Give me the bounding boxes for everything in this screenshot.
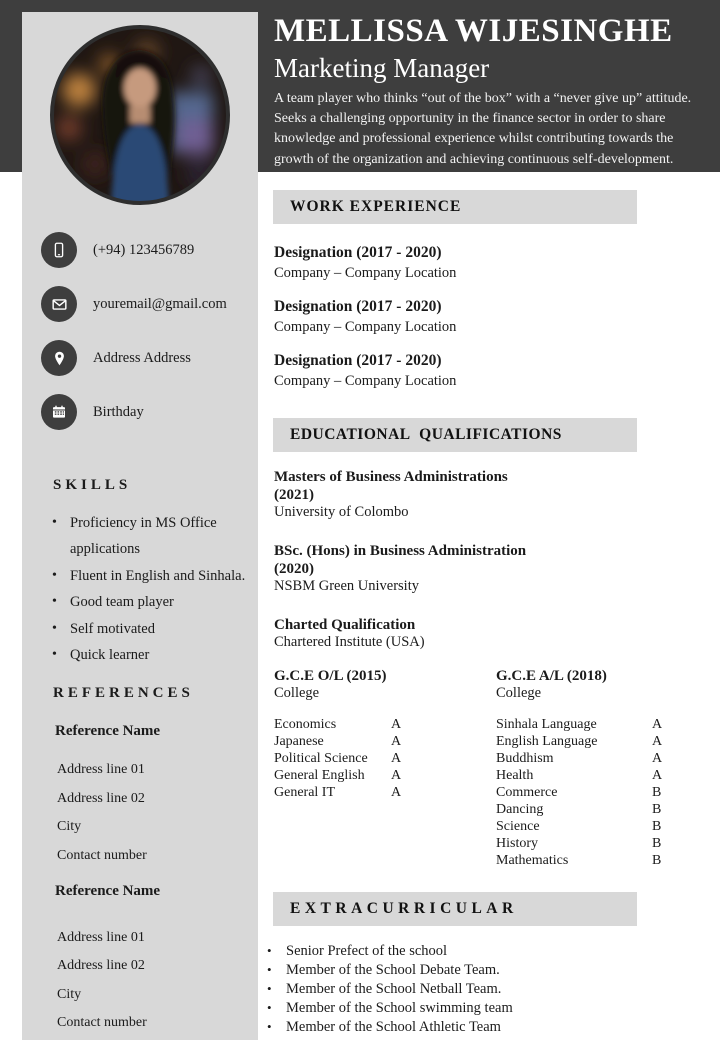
reference-line: Contact number bbox=[57, 1015, 147, 1031]
grade: A bbox=[652, 768, 663, 783]
work-experience-header: WORK EXPERIENCE bbox=[273, 190, 637, 224]
grade: B bbox=[652, 836, 662, 851]
main-content bbox=[258, 172, 720, 1037]
degree-year: (2021) bbox=[274, 487, 314, 503]
skill-item: • Self motivated bbox=[22, 616, 258, 642]
work-entries bbox=[274, 243, 720, 391]
degree-entry bbox=[274, 468, 720, 521]
degree-year: (2020) bbox=[274, 561, 314, 577]
grade: A bbox=[652, 717, 663, 732]
subject-row: Japanese A bbox=[274, 734, 402, 749]
subject-row: Sinhala Language A bbox=[496, 717, 663, 732]
degree-entry bbox=[274, 542, 720, 595]
grade: A bbox=[391, 717, 402, 732]
gce-ol-column bbox=[274, 667, 496, 869]
degree-entry bbox=[274, 616, 720, 651]
reference-block-2 bbox=[22, 883, 258, 1038]
degree-institution: University of Colombo bbox=[274, 504, 409, 520]
reference-line: City bbox=[57, 986, 82, 1002]
grade: A bbox=[391, 734, 402, 749]
grade: A bbox=[652, 751, 663, 766]
calendar-icon bbox=[41, 394, 77, 430]
grade: A bbox=[391, 768, 402, 783]
contact-row-phone bbox=[41, 232, 258, 268]
contact-row-email bbox=[41, 286, 258, 322]
subject-row: Political Science A bbox=[274, 751, 402, 766]
contact-list bbox=[22, 232, 258, 430]
grade: B bbox=[652, 853, 662, 868]
designation: Designation (2017 - 2020) bbox=[274, 352, 442, 369]
subject-row: Science B bbox=[496, 819, 662, 834]
extracurricular-item: • Senior Prefect of the school bbox=[258, 942, 720, 961]
reference-line: Address line 02 bbox=[57, 958, 145, 974]
email-address: youremail@gmail.com bbox=[93, 295, 227, 312]
gce-al-subjects bbox=[496, 716, 720, 869]
skills-list bbox=[22, 510, 258, 668]
gce-ol-subjects bbox=[274, 716, 496, 801]
degree-institution: NSBM Green University bbox=[274, 578, 419, 594]
sidebar bbox=[22, 12, 258, 1040]
profile-photo bbox=[49, 24, 231, 206]
gce-al-column bbox=[496, 667, 720, 869]
phone-number: (+94) 123456789 bbox=[93, 241, 195, 258]
subject-row: History B bbox=[496, 836, 662, 851]
education-header: EDUCATIONAL QUALIFICATIONS bbox=[273, 418, 637, 452]
subject-row: Mathematics B bbox=[496, 853, 662, 868]
subject-row: General English A bbox=[274, 768, 402, 783]
gce-al-title: G.C.E A/L (2018) bbox=[496, 668, 607, 684]
gce-section bbox=[274, 667, 720, 869]
contact-row-birthday bbox=[41, 394, 258, 430]
designation: Designation (2017 - 2020) bbox=[274, 298, 442, 315]
birthday-text: Birthday bbox=[93, 403, 144, 420]
contact-row-address bbox=[41, 340, 258, 376]
grade: B bbox=[652, 819, 662, 834]
reference-line: Address line 01 bbox=[57, 930, 145, 946]
skill-item: • Proficiency in MS Office applications bbox=[22, 510, 258, 563]
grade: B bbox=[652, 785, 662, 800]
subject-row: Dancing B bbox=[496, 802, 662, 817]
header-text bbox=[274, 10, 714, 170]
reference-block-1 bbox=[22, 723, 258, 870]
degree-institution: Chartered Institute (USA) bbox=[274, 634, 425, 650]
person-name: MELLISSA WIJESINGHE bbox=[274, 13, 673, 49]
company: Company – Company Location bbox=[274, 373, 457, 389]
profile-photo-image bbox=[49, 24, 231, 206]
address-text: Address Address bbox=[93, 349, 191, 366]
reference-details bbox=[22, 924, 258, 1038]
degrees-list bbox=[274, 468, 720, 651]
location-icon bbox=[41, 340, 77, 376]
subject-row: Economics A bbox=[274, 717, 402, 732]
extracurricular-item: • Member of the School Athletic Team bbox=[258, 1018, 720, 1037]
subject-row: Health A bbox=[496, 768, 663, 783]
subject-row: English Language A bbox=[496, 734, 663, 749]
extracurricular-item: • Member of the School Debate Team. bbox=[258, 961, 720, 980]
profile-summary: A team player who thinks “out of the box” with a “never give up” attitude. Seeks a challenging opportunity in the finance sector in order to share knowledge and professional experience whilst contributing towards the growth of the organization and achieving continuous self-development. bbox=[274, 91, 692, 167]
gce-ol-title: G.C.E O/L (2015) bbox=[274, 668, 387, 684]
subject-row: Commerce B bbox=[496, 785, 662, 800]
extracurricular-list bbox=[258, 942, 720, 1037]
reference-name: Reference Name bbox=[55, 883, 161, 900]
email-icon bbox=[41, 286, 77, 322]
degree-title: Masters of Business Administrations bbox=[274, 469, 508, 485]
work-entry bbox=[274, 297, 720, 337]
reference-name: Reference Name bbox=[55, 723, 161, 740]
job-title: Marketing Manager bbox=[274, 53, 490, 83]
reference-line: Contact number bbox=[57, 847, 147, 863]
subject-row: General IT A bbox=[274, 785, 402, 800]
subject-row: Buddhism A bbox=[496, 751, 663, 766]
grade: A bbox=[652, 734, 663, 749]
degree-title: BSc. (Hons) in Business Administration bbox=[274, 543, 527, 559]
reference-line: City bbox=[57, 819, 82, 835]
references-heading: REFERENCES bbox=[53, 685, 194, 702]
gce-ol-school: College bbox=[274, 685, 320, 701]
company: Company – Company Location bbox=[274, 319, 457, 335]
reference-line: Address line 01 bbox=[57, 762, 145, 778]
reference-line: Address line 02 bbox=[57, 790, 145, 806]
grade: B bbox=[652, 802, 662, 817]
company: Company – Company Location bbox=[274, 265, 457, 281]
extracurricular-header: EXTRACURRICULAR bbox=[273, 892, 637, 926]
skill-item: • Good team player bbox=[22, 589, 258, 615]
skill-item: • Quick learner bbox=[22, 642, 258, 668]
reference-details bbox=[22, 756, 258, 870]
designation: Designation (2017 - 2020) bbox=[274, 244, 442, 261]
work-entry bbox=[274, 351, 720, 391]
extracurricular-item: • Member of the School swimming team bbox=[258, 999, 720, 1018]
gce-al-school: College bbox=[496, 685, 542, 701]
degree-title: Charted Qualification bbox=[274, 617, 416, 633]
phone-icon bbox=[41, 232, 77, 268]
skills-heading: SKILLS bbox=[53, 477, 132, 493]
grade: A bbox=[391, 751, 402, 766]
work-entry bbox=[274, 243, 720, 283]
extracurricular-item: • Member of the School Netball Team. bbox=[258, 980, 720, 999]
skill-item: • Fluent in English and Sinhala. bbox=[22, 563, 258, 589]
grade: A bbox=[391, 785, 402, 800]
